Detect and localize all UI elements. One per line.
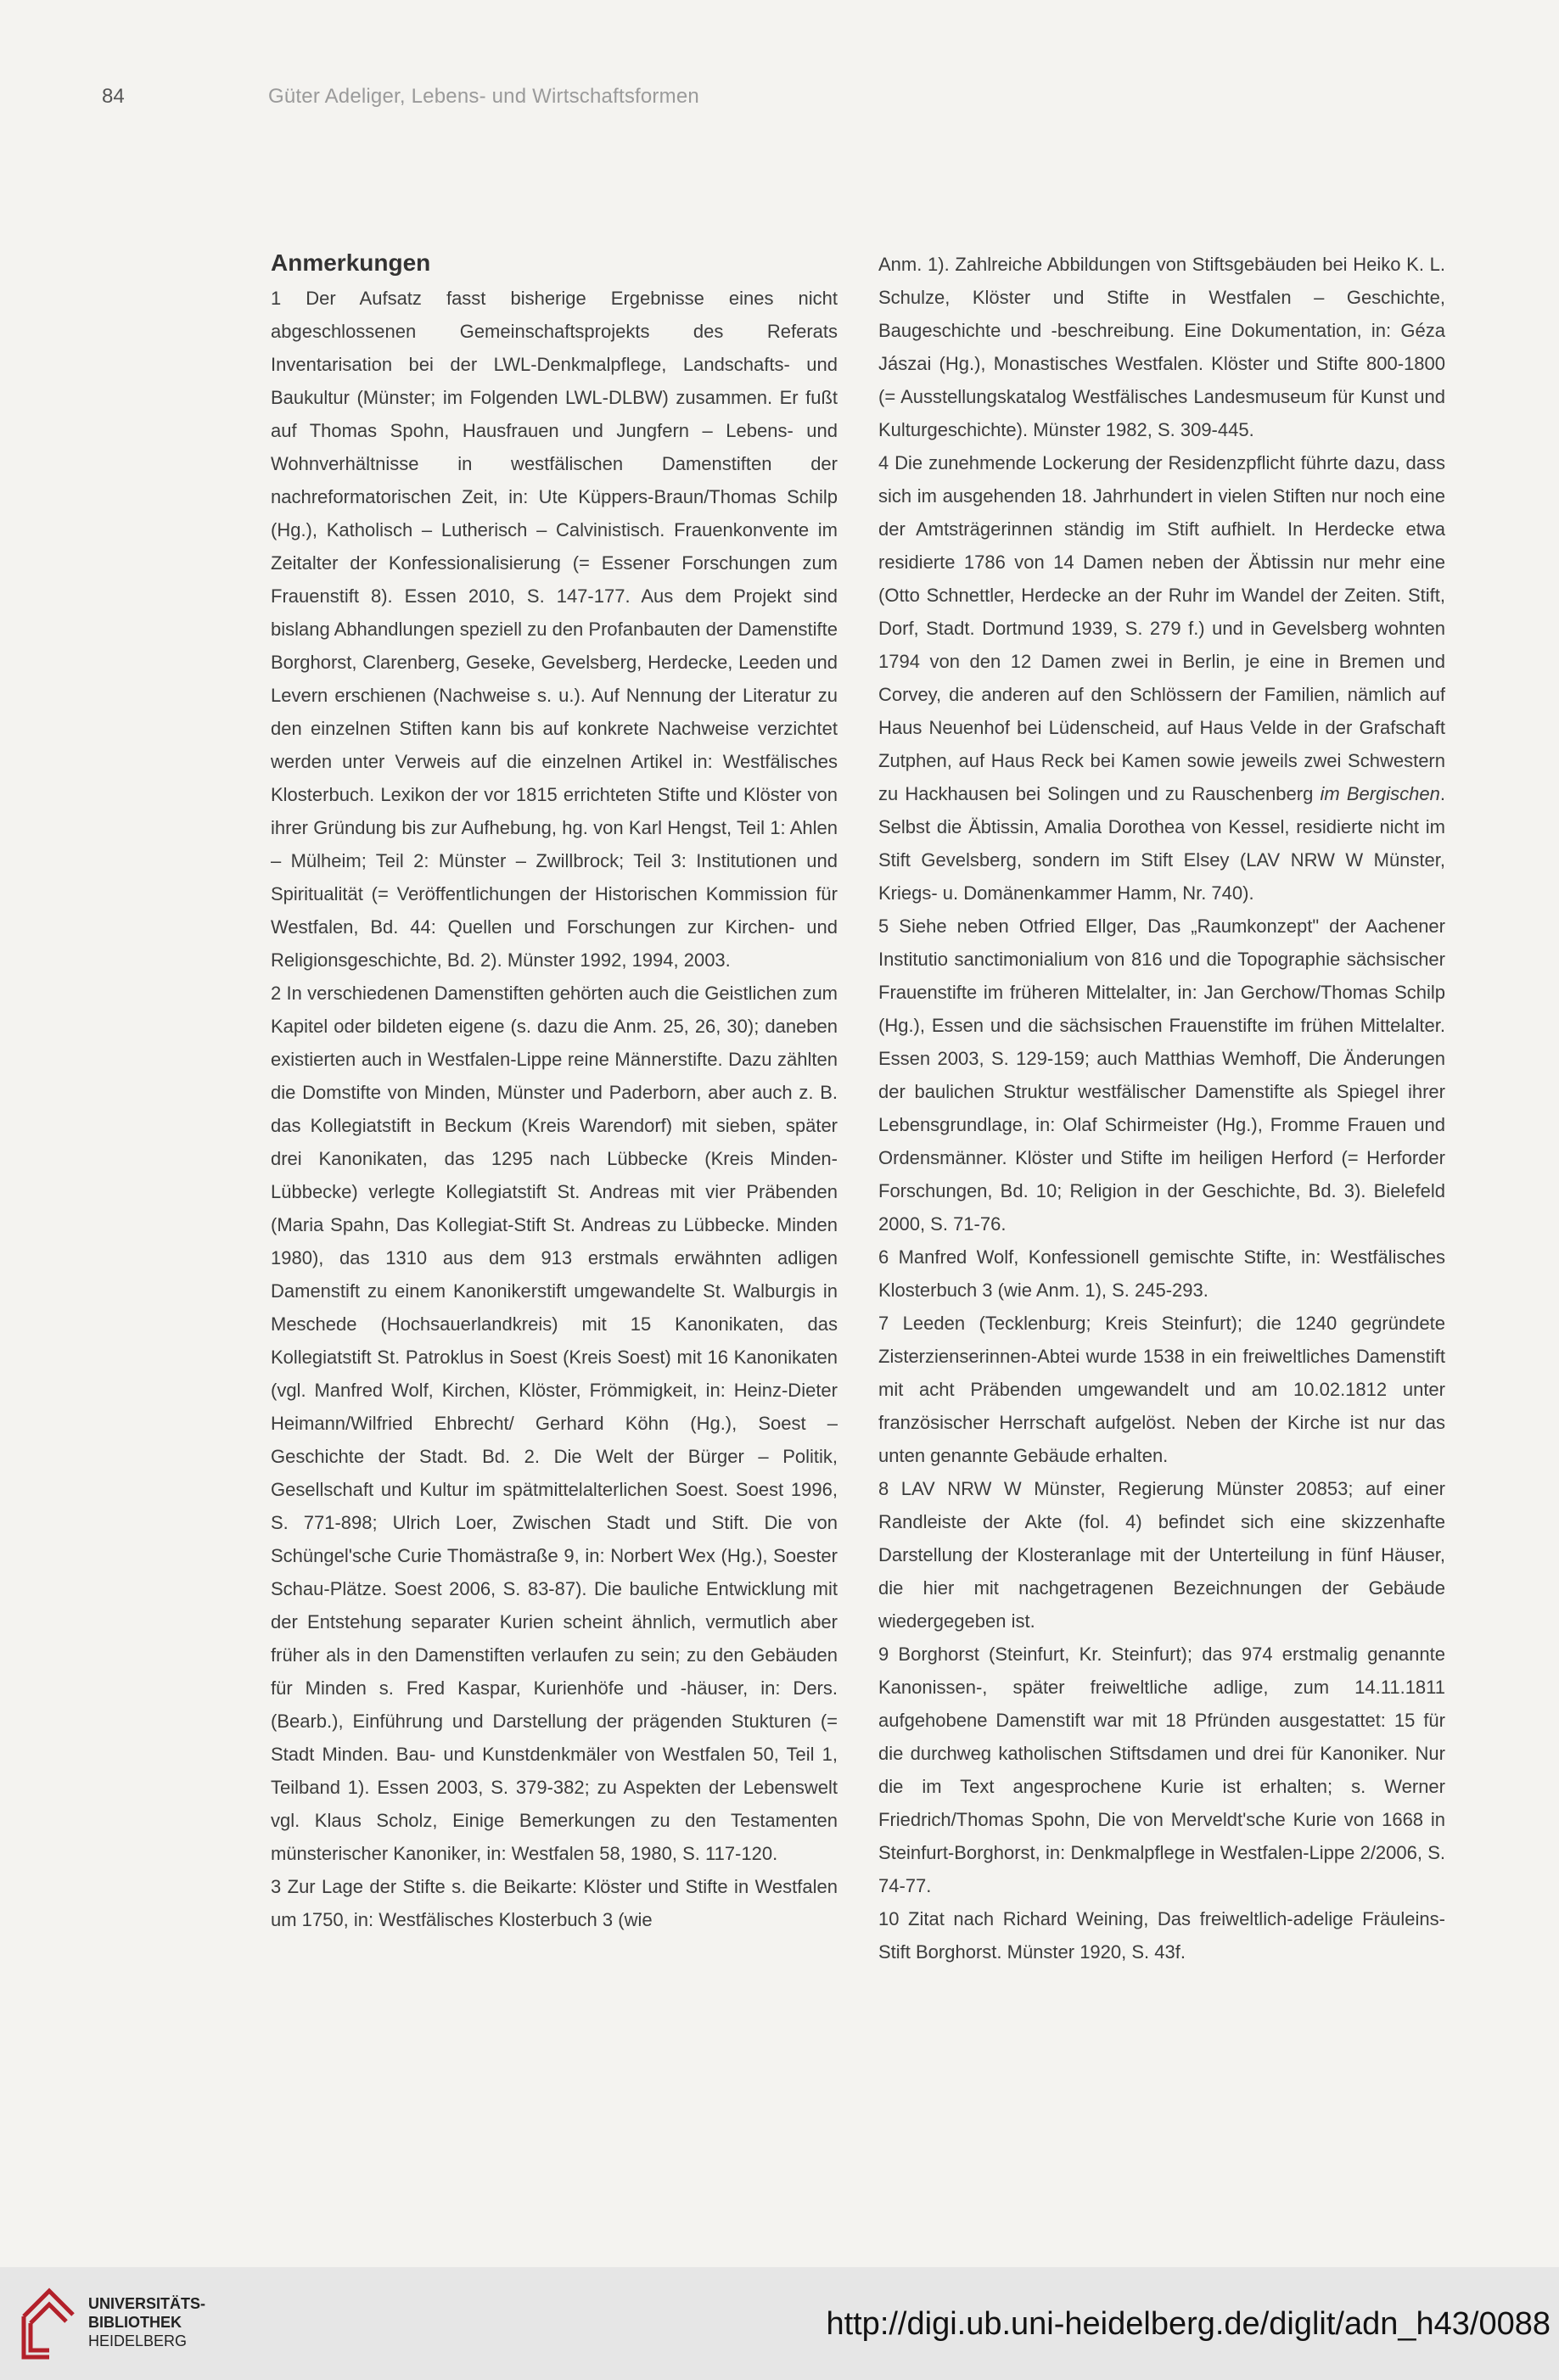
library-logo-text	[88, 2294, 205, 2350]
right-column	[878, 248, 1445, 1968]
footnote-10: 10 Zitat nach Richard Weining, Das freiweltlich-adelige Fräuleins-Stift Borghorst. Münster 1920, S. 43f.	[878, 1908, 1445, 1963]
source-url[interactable]: http://digi.ub.uni-heidelberg.de/diglit/adn_h43/0088	[826, 2306, 1551, 2342]
logo-line-1: UNIVERSITÄTS-	[88, 2295, 206, 2312]
footnote-4-text-b: . Selbst die Äbtissin, Amalia Dorothea von Kessel, residierte nicht im Stift Gevelsberg, sondern im Stift Elsey (LAV NRW W Münster, Kriegs- u. Domänenkammer Hamm, Nr. 740).	[878, 783, 1446, 904]
footnote-4-text-a: 4 Die zunehmende Lockerung der Residenzpflicht führte dazu, dass sich im ausgehenden 18. Jahrhundert in vielen Stiften nur noch eine der Amtsträgerinnen ständig im Stift aufhielt. In Herdecke etwa residierte 1786 von 14 Damen neben der Äbtissin nur mehr eine (Otto Schnettler, Herdecke an der Ruhr im Wandel der Zeiten. Stift, Dorf, Stadt. Dortmund 1939, S. 279 f.) und in Gevelsberg wohnten 1794 von den 12 Damen zwei in Berlin, je eine in Bremen und Corvey, die anderen auf den Schlössern der Familien, nämlich auf Haus Neuenhof bei Lüdenscheid, auf Haus Velde in der Grafschaft Zutphen, auf Haus Reck bei Kamen sowie jeweils zwei Schwestern zu Hackhausen bei Solingen und zu Rauschenberg	[878, 452, 1445, 804]
page-number: 84	[102, 85, 125, 108]
footnote-9: 9 Borghorst (Steinfurt, Kr. Steinfurt); das 974 erstmalig genannte Kanonissen-, später freiweltliche adlige, zum 14.11.1811 aufgehobene Damenstift war mit 18 Pfründen ausgestattet: 15 für die durchweg katholischen Stiftsdamen und drei für Kanoniker. Nur die im Text angesprochene Kurie ist erhalten; s. Werner Friedrich/Thomas Spohn, Die von Merveldt'sche Kurie von 1668 in Steinfurt-Borghorst, in: Denkmalpflege in Westfalen-Lippe 2/2006, S. 74-77.	[878, 1644, 1445, 1896]
footnote-4-italic: im Bergischen	[1320, 783, 1440, 804]
library-logo-icon	[15, 2282, 81, 2363]
logo-line-3: HEIDELBERG	[88, 2332, 188, 2349]
running-title: Güter Adeliger, Lebens- und Wirtschaftsformen	[268, 85, 699, 108]
footnote-3-continued: Anm. 1). Zahlreiche Abbildungen von Stiftsgebäuden bei Heiko K. L. Schulze, Klöster und Stifte in Westfalen – Geschichte, Baugeschichte und -beschreibung. Eine Dokumentation, in: Géza Jászai (Hg.), Monastisches Westfalen. Klöster und Stifte 800-1800 (= Ausstellungskatalog Westfälisches Landesmuseum für Kunst und Kulturgeschichte). Münster 1982, S. 309-445.	[878, 254, 1445, 440]
logo-line-2: BIBLIOTHEK	[88, 2314, 182, 2331]
footnote-1: 1 Der Aufsatz fasst bisherige Ergebnisse eines nicht abgeschlossenen Gemeinschaftsprojekts des Referats Inventarisation bei der LWL-Denkmalpflege, Landschafts- und Baukultur (Münster; im Folgenden LWL-DLBW) zusammen. Er fußt auf Thomas Spohn, Hausfrauen und Jungfern – Lebens- und Wohnverhältnisse in westfälischen Damenstiften der nachreformatorischen Zeit, in: Ute Küppers-Braun/Thomas Schilp (Hg.), Katholisch – Lutherisch – Calvinistisch. Frauenkonvente im Zeitalter der Konfessionalisierung (= Essener Forschungen zum Frauenstift 8). Essen 2010, S. 147-177. Aus dem Projekt sind bislang Abhandlungen speziell zu den Profanbauten der Damenstifte Borghorst, Clarenberg, Geseke, Gevelsberg, Herdecke, Leeden und Levern erschienen (Nachweise s. u.). Auf Nennung der Literatur zu den einzelnen Stiften kann bis auf konkrete Nachweise verzichtet werden unter Verweis auf die einzelnen Artikel in: Westfälisches Klosterbuch. Lexikon der vor 1815 errichteten Stifte und Klöster von ihrer Gründung bis zur Aufhebung, hg. von Karl Hengst, Teil 1: Ahlen – Mülheim; Teil 2: Münster – Zwillbrock; Teil 3: Institutionen und Spiritualität (= Veröffentlichungen der Historischen Kommission für Westfalen, Bd. 44: Quellen und Forschungen zur Kirchen- und Religionsgeschichte, Bd. 2). Münster 1992, 1994, 2003.	[271, 288, 838, 971]
footnote-7: 7 Leeden (Tecklenburg; Kreis Steinfurt); die 1240 gegründete Zisterzienserinnen-Abtei wurde 1538 in ein freiweltliches Damenstift mit acht Präbenden umgewandelt und am 10.02.1812 unter französischer Herrschaft aufgelöst. Neben der Kirche ist nur das unten genannte Gebäude erhalten.	[878, 1313, 1445, 1466]
left-column	[271, 248, 838, 1936]
footnote-5: 5 Siehe neben Otfried Ellger, Das „Raumkonzept" der Aachener Institutio sanctimonialium von 816 und die Topographie sächsischer Frauenstifte im früheren Mittelalter, in: Jan Gerchow/Thomas Schilp (Hg.), Essen und die sächsischen Frauenstifte im frühen Mittelalter. Essen 2003, S. 129-159; auch Matthias Wemhoff, Die Änderungen der baulichen Struktur westfälischer Damenstifte als Spiegel ihrer Lebensgrundlage, in: Olaf Schirmeister (Hg.), Fromme Frauen und Ordensmänner. Klöster und Stifte im heiligen Herford (= Herforder Forschungen, Bd. 10; Religion in der Geschichte, Bd. 3). Bielefeld 2000, S. 71-76.	[878, 916, 1445, 1235]
footnote-4	[878, 446, 1445, 910]
footnote-3: 3 Zur Lage der Stifte s. die Beikarte: Klöster und Stifte in Westfalen um 1750, in: Westfälisches Klosterbuch 3 (wie	[271, 1876, 838, 1930]
footnote-8: 8 LAV NRW W Münster, Regierung Münster 20853; auf einer Randleiste der Akte (fol. 4) befindet sich eine skizzenhafte Darstellung der Klosteranlage mit der Unterteilung in fünf Häuser, die hier mit nachgetragenen Bezeichnungen der Gebäude wiedergegeben ist.	[878, 1478, 1445, 1632]
notes-heading: Anmerkungen	[271, 249, 431, 276]
footnote-2: 2 In verschiedenen Damenstiften gehörten auch die Geistlichen zum Kapitel oder bildeten eigene (s. dazu die Anm. 25, 26, 30); daneben existierten auch in Westfalen-Lippe reine Männerstifte. Dazu zählten die Domstifte von Minden, Münster und Paderborn, aber auch z. B. das Kollegiatstift in Beckum (Kreis Warendorf) mit sieben, später drei Kanonikaten, das 1295 nach Lübbecke (Kreis Minden-Lübbecke) verlegte Kollegiatstift St. Andreas mit vier Präbenden (Maria Spahn, Das Kollegiat-Stift St. Andreas zu Lübbecke. Minden 1980), das 1310 aus dem 913 erstmals erwähnten adligen Damenstift zu einem Kanonikerstift umgewandelte St. Walburgis in Meschede (Hochsauerlandkreis) mit 15 Kanonikaten, das Kollegiatstift St. Patroklus in Soest (Kreis Soest) mit 16 Kanonikaten (vgl. Manfred Wolf, Kirchen, Klöster, Frömmigkeit, in: Heinz-Dieter Heimann/Wilfried Ehbrecht/ Gerhard Köhn (Hg.), Soest – Geschichte der Stadt. Bd. 2. Die Welt der Bürger – Politik, Gesellschaft und Kultur im spätmittelalterlichen Soest. Soest 1996, S. 771-898; Ulrich Loer, Zwischen Stadt und Stift. Die von Schüngel'sche Curie Thomästraße 9, in: Norbert Wex (Hg.), Soester Schau-Plätze. Soest 2006, S. 83-87). Die bauliche Entwicklung mit der Entstehung separater Kurien scheint ähnlich, vermutlich aber früher als in den Damenstiften verlaufen zu sein; zu den Gebäuden für Minden s. Fred Kaspar, Kurienhöfe und -häuser, in: Ders. (Bearb.), Einführung und Darstellung der prägenden Stukturen (= Stadt Minden. Bau- und Kunstdenkmäler von Westfalen 50, Teil 1, Teilband 1). Essen 2003, S. 379-382; zu Aspekten der Lebenswelt vgl. Klaus Scholz, Einige Bemerkungen zu den Testamenten münsterischer Kanoniker, in: Westfalen 58, 1980, S. 117-120.	[271, 983, 838, 1864]
footnote-6: 6 Manfred Wolf, Konfessionell gemischte Stifte, in: Westfälisches Klosterbuch 3 (wie Anm. 1), S. 245-293.	[878, 1246, 1445, 1301]
